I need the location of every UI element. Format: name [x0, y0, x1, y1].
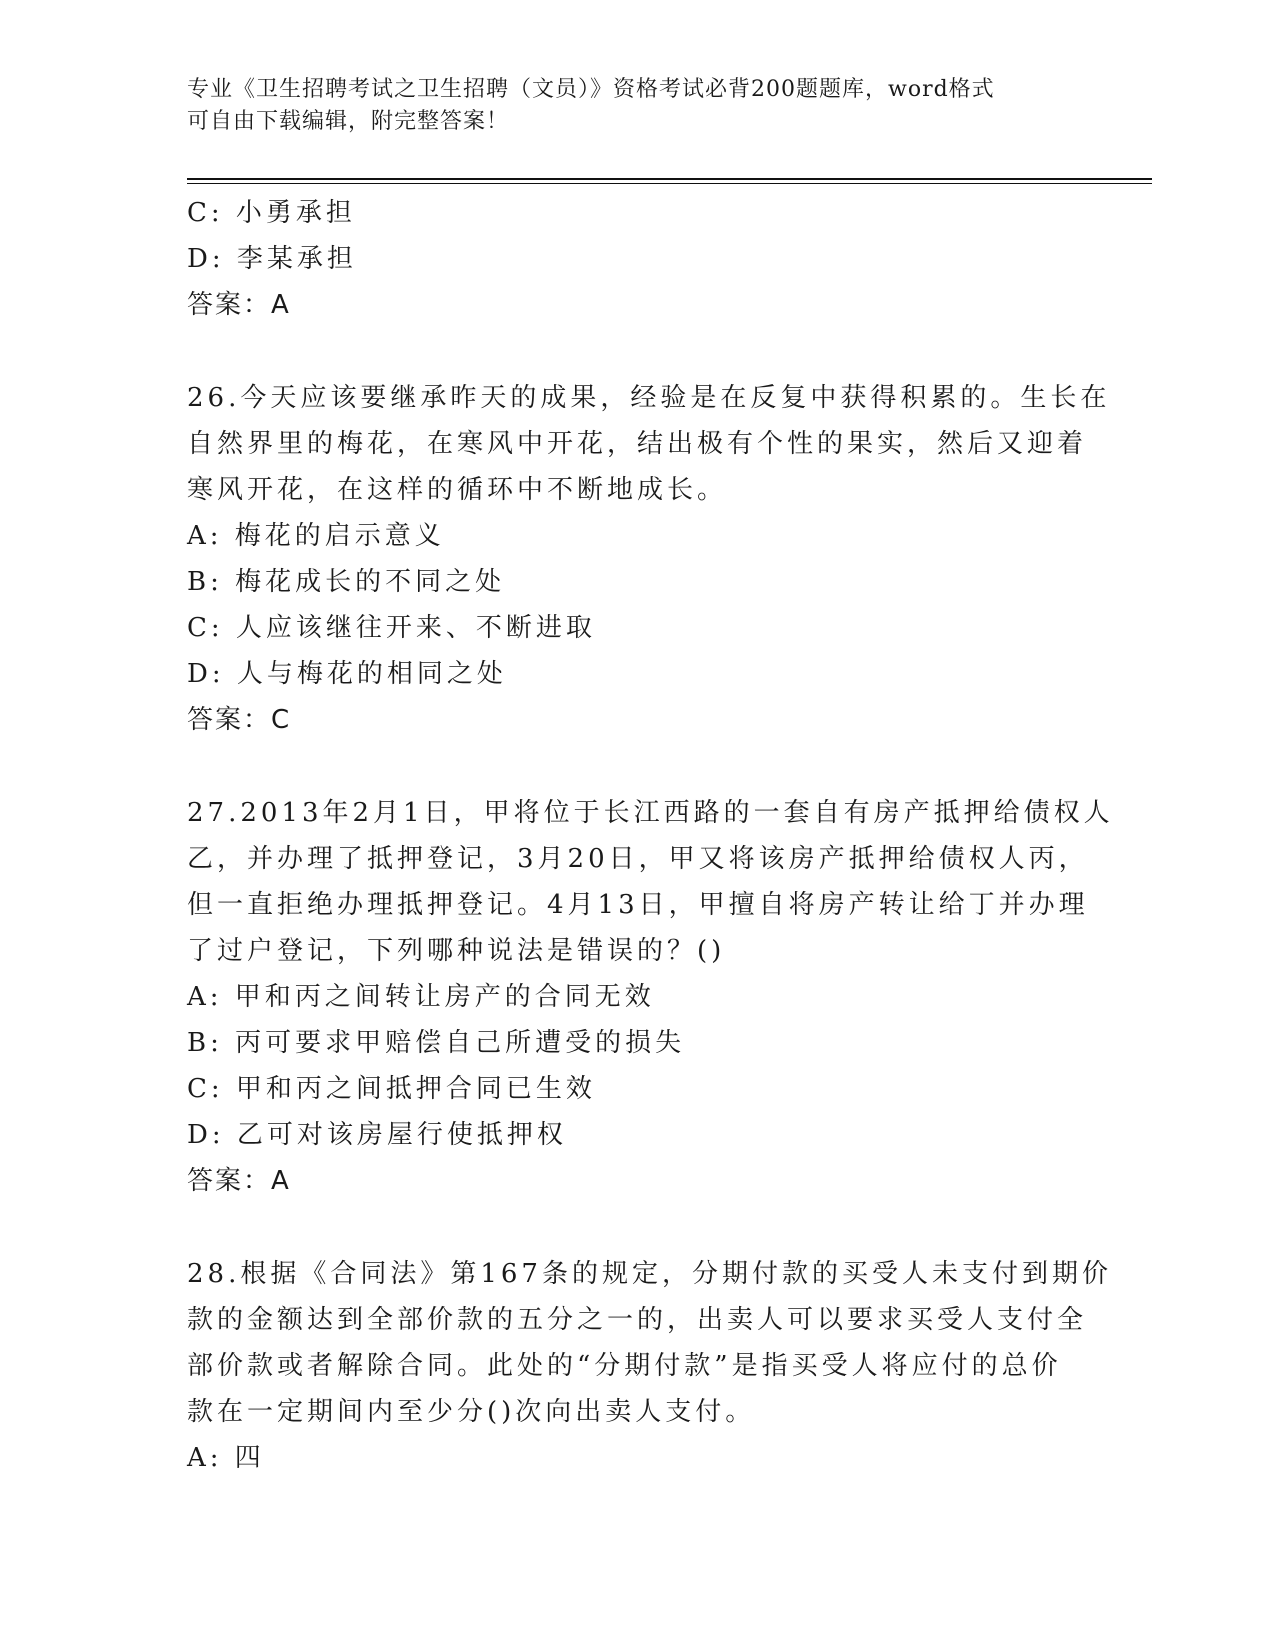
- question-text-line: 乙，并办理了抵押登记，3月20日，甲又将该房产抵押给债权人丙，: [187, 844, 1089, 874]
- question-text-line: 28.根据《合同法》第167条的规定，分期付款的买受人未支付到期价: [187, 1259, 1112, 1289]
- question-text-line: 寒风开花，在这样的循环中不断地成长。: [187, 475, 728, 505]
- question-text-line: 了过户登记，下列哪种说法是错误的？(): [187, 936, 726, 966]
- question-text-line: 自然界里的梅花，在寒风中开花，结出极有个性的果实，然后又迎着: [187, 429, 1088, 459]
- header-line-2: 可自由下载编辑，附完整答案！: [187, 109, 510, 134]
- question-25-tail: [187, 190, 1087, 328]
- option-a: A: 甲和丙之间转让房产的合同无效: [187, 982, 655, 1012]
- option-d: D: 李某承担: [187, 244, 357, 274]
- answer-label: 答案：A: [187, 1166, 291, 1196]
- option-b: B: 丙可要求甲赔偿自己所遭受的损失: [187, 1028, 686, 1058]
- question-text-line: 27.2013年2月1日，甲将位于长江西路的一套自有房产抵押给债权人: [187, 798, 1114, 828]
- spacer: [187, 743, 1087, 790]
- question-26: [187, 375, 1111, 743]
- option-c: C: 人应该继往开来、不断进取: [187, 613, 596, 643]
- question-text-line: 部价款或者解除合同。此处的“分期付款”是指买受人将应付的总价: [187, 1351, 1062, 1381]
- header-line-1: 专业《卫生招聘考试之卫生招聘（文员）》资格考试必背200题题库，word格式: [187, 77, 995, 102]
- question-text-line: 26.今天应该要继承昨天的成果，经验是在反复中获得积累的。生长在: [187, 383, 1111, 413]
- option-b: B: 梅花成长的不同之处: [187, 567, 506, 597]
- option-c: C: 甲和丙之间抵押合同已生效: [187, 1074, 596, 1104]
- answer-label: 答案：C: [187, 705, 292, 735]
- document-body: [187, 190, 1114, 1481]
- option-a: A: 梅花的启示意义: [187, 521, 445, 551]
- header-rule-thin: [187, 183, 1152, 184]
- option-c: C: 小勇承担: [187, 198, 356, 228]
- question-text-line: 款的金额达到全部价款的五分之一的，出卖人可以要求买受人支付全: [187, 1305, 1088, 1335]
- spacer: [187, 328, 1087, 375]
- question-text-line: 但一直拒绝办理抵押登记。4月13日，甲擅自将房产转让给丁并办理: [187, 890, 1089, 920]
- document-header: [187, 74, 1087, 138]
- header-rule-thick: [187, 178, 1152, 180]
- spacer: [187, 1204, 1087, 1251]
- option-d: D: 乙可对该房屋行使抵押权: [187, 1120, 567, 1150]
- question-text-line: 款在一定期间内至少分()次向出卖人支付。: [187, 1397, 756, 1427]
- question-27: [187, 790, 1114, 1204]
- option-a: A: 四: [187, 1443, 265, 1473]
- answer-label: 答案：A: [187, 290, 291, 320]
- option-d: D: 人与梅花的相同之处: [187, 659, 507, 689]
- question-28: [187, 1251, 1112, 1481]
